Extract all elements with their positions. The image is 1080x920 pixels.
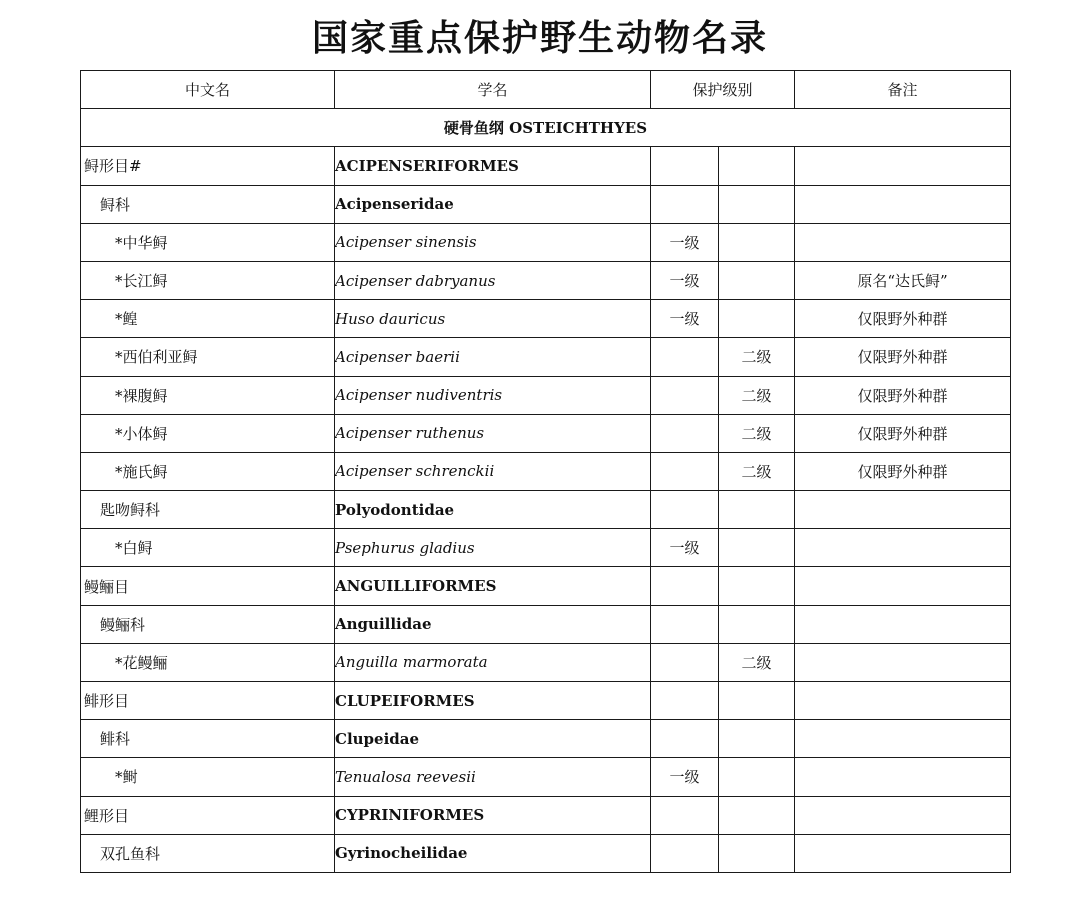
table-row-species [81,529,1011,567]
chinese-name-cell: 双孔鱼科 [81,834,335,872]
level-2-cell [719,682,795,720]
chinese-name-cell: *白鲟 [81,529,335,567]
remarks-cell [795,605,1011,643]
level-2-cell [719,758,795,796]
scientific-name-cell: Acipenser schrenckii [335,452,651,490]
species-table [80,70,1011,873]
scientific-name-cell: Huso dauricus [335,300,651,338]
scientific-name-cell: Anguillidae [335,605,651,643]
table-row-species [81,338,1011,376]
table-row-family [81,491,1011,529]
chinese-name-cell: 鲟科 [81,185,335,223]
header-chinese-name: 中文名 [81,71,335,109]
table-row-species [81,414,1011,452]
level-1-cell: 一级 [651,758,719,796]
scientific-name-cell: Gyrinocheilidae [335,834,651,872]
chinese-name-cell: *长江鲟 [81,261,335,299]
chinese-name-cell: *花鳗鲡 [81,643,335,681]
level-1-cell [651,796,719,834]
level-1-cell [651,567,719,605]
chinese-name-cell: 鲱科 [81,720,335,758]
header-protection-level: 保护级别 [651,71,795,109]
scientific-name-cell: Acipenser ruthenus [335,414,651,452]
scientific-name-cell: Anguilla marmorata [335,643,651,681]
level-1-cell [651,643,719,681]
class-label: 硬骨鱼纲 OSTEICHTHYES [81,109,1011,147]
header-row [81,71,1011,109]
table-row-family [81,605,1011,643]
remarks-cell [795,223,1011,261]
level-1-cell [651,147,719,185]
table-row-family [81,185,1011,223]
chinese-name-cell: *中华鲟 [81,223,335,261]
level-2-cell: 二级 [719,643,795,681]
level-1-cell [651,414,719,452]
level-2-cell [719,261,795,299]
remarks-cell [795,491,1011,529]
level-2-cell: 二级 [719,338,795,376]
table-row-family [81,834,1011,872]
scientific-name-cell: Acipenser dabryanus [335,261,651,299]
remarks-cell [795,567,1011,605]
remarks-cell: 原名“达氏鲟” [795,261,1011,299]
level-2-cell [719,185,795,223]
level-1-cell [651,491,719,529]
scientific-name-cell: Acipenseridae [335,185,651,223]
chinese-name-cell: *裸腹鲟 [81,376,335,414]
remarks-cell [795,834,1011,872]
level-2-cell [719,567,795,605]
chinese-name-cell: 鳗鲡科 [81,605,335,643]
chinese-name-cell: 鲟形目# [81,147,335,185]
scientific-name-cell: CLUPEIFORMES [335,682,651,720]
table-row-order [81,796,1011,834]
level-1-cell: 一级 [651,300,719,338]
scientific-name-cell: ACIPENSERIFORMES [335,147,651,185]
level-2-cell [719,834,795,872]
table-row-species [81,643,1011,681]
chinese-name-cell: *小体鲟 [81,414,335,452]
table-row-order [81,682,1011,720]
header-remarks: 备注 [795,71,1011,109]
level-1-cell [651,605,719,643]
remarks-cell: 仅限野外种群 [795,376,1011,414]
table-row-family [81,720,1011,758]
scientific-name-cell: Polyodontidae [335,491,651,529]
table-row-species [81,223,1011,261]
level-1-cell [651,338,719,376]
scientific-name-cell: Acipenser sinensis [335,223,651,261]
level-1-cell: 一级 [651,529,719,567]
scientific-name-cell: Clupeidae [335,720,651,758]
chinese-name-cell: *鳇 [81,300,335,338]
level-2-cell: 二级 [719,414,795,452]
chinese-name-cell: 鲤形目 [81,796,335,834]
level-2-cell [719,605,795,643]
chinese-name-cell: *鲥 [81,758,335,796]
remarks-cell [795,185,1011,223]
table-row-species [81,261,1011,299]
remarks-cell: 仅限野外种群 [795,452,1011,490]
scientific-name-cell: Acipenser nudiventris [335,376,651,414]
level-2-cell [719,491,795,529]
remarks-cell [795,529,1011,567]
level-2-cell [719,720,795,758]
chinese-name-cell: *西伯利亚鲟 [81,338,335,376]
level-2-cell [719,796,795,834]
scientific-name-cell: CYPRINIFORMES [335,796,651,834]
level-1-cell: 一级 [651,223,719,261]
level-1-cell [651,185,719,223]
level-1-cell [651,682,719,720]
table-row-species [81,376,1011,414]
chinese-name-cell: *施氏鲟 [81,452,335,490]
level-2-cell [719,147,795,185]
scientific-name-cell: Acipenser baerii [335,338,651,376]
level-2-cell [719,223,795,261]
remarks-cell [795,643,1011,681]
scientific-name-cell: ANGUILLIFORMES [335,567,651,605]
remarks-cell: 仅限野外种群 [795,414,1011,452]
class-row [81,109,1011,147]
level-1-cell [651,834,719,872]
table-row-order [81,147,1011,185]
table-row-species [81,300,1011,338]
remarks-cell: 仅限野外种群 [795,338,1011,376]
level-2-cell [719,300,795,338]
level-1-cell [651,452,719,490]
level-2-cell: 二级 [719,452,795,490]
level-1-cell [651,720,719,758]
scientific-name-cell: Psephurus gladius [335,529,651,567]
remarks-cell: 仅限野外种群 [795,300,1011,338]
level-1-cell: 一级 [651,261,719,299]
table-row-species [81,758,1011,796]
remarks-cell [795,758,1011,796]
table-row-species [81,452,1011,490]
remarks-cell [795,682,1011,720]
page-title: 国家重点保护野生动物名录 [311,17,768,59]
level-2-cell [719,529,795,567]
header-scientific-name: 学名 [335,71,651,109]
scientific-name-cell: Tenualosa reevesii [335,758,651,796]
table-row-order [81,567,1011,605]
chinese-name-cell: 匙吻鲟科 [81,491,335,529]
chinese-name-cell: 鳗鲡目 [81,567,335,605]
chinese-name-cell: 鲱形目 [81,682,335,720]
remarks-cell [795,796,1011,834]
remarks-cell [795,147,1011,185]
level-2-cell: 二级 [719,376,795,414]
level-1-cell [651,376,719,414]
remarks-cell [795,720,1011,758]
